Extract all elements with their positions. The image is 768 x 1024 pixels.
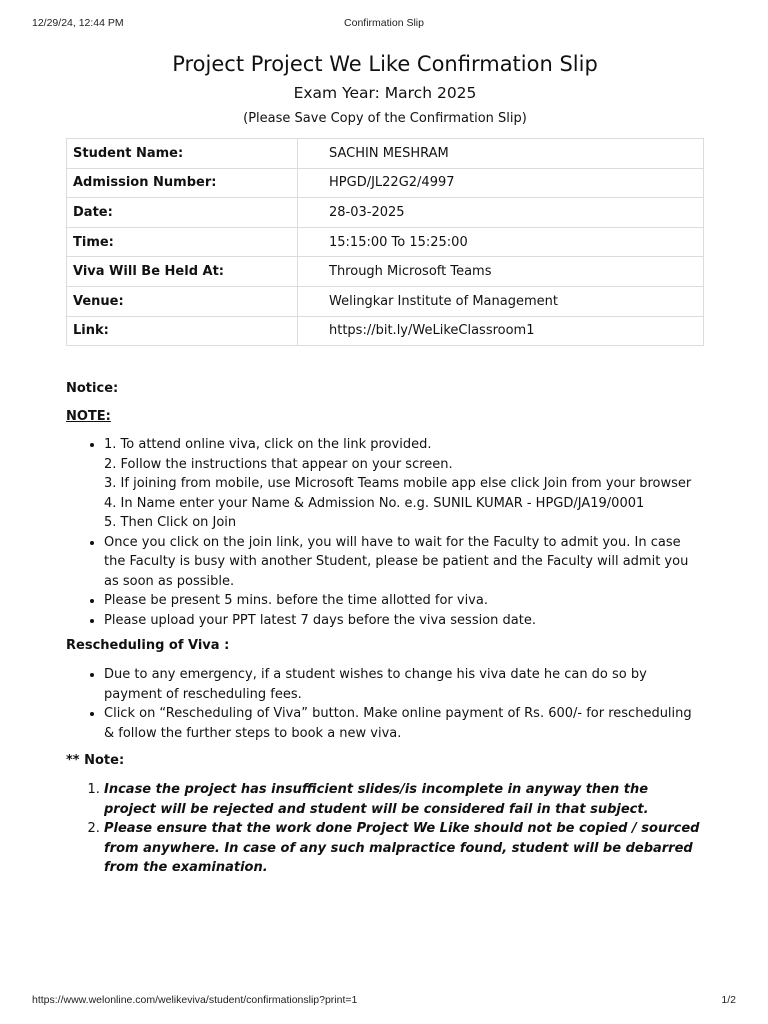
instruction-line: 4. In Name enter your Name & Admission No. e.g. SUNIL KUMAR - HPGD/JA19/0001 — [104, 495, 645, 511]
table-row — [67, 227, 704, 257]
detail-label: Admission Number: — [67, 168, 298, 198]
detail-label: Time: — [67, 227, 298, 257]
save-copy-note: (Please Save Copy of the Confirmation Slip) — [243, 111, 527, 126]
list-item: • Click on “Rescheduling of Viva” button. Make online payment of Rs. 600/- for rescheduling & follow the further steps to book a new viva. — [104, 704, 704, 743]
table-row — [67, 316, 704, 346]
table-row — [67, 198, 704, 228]
details-table — [66, 138, 704, 346]
list-item: • Once you click on the join link, you will have to wait for the Faculty to admit you. In case the Faculty is busy with another Student, please be patient and the Faculty will admit you as soon as possible. — [104, 533, 704, 592]
table-row — [67, 139, 704, 169]
slip-title: Project Project We Like Confirmation Slip — [172, 52, 598, 76]
detail-label: Student Name: — [67, 139, 298, 169]
print-timestamp: 12/29/24, 12:44 PM — [32, 17, 124, 29]
detail-value: 28-03-2025 — [298, 198, 704, 228]
list-item: 1. Incase the project has insufficient slides/is incomplete in anyway then the project will be rejected and student will be considered fail in that subject. — [104, 780, 704, 819]
table-row — [67, 286, 704, 316]
instruction-line: 5. Then Click on Join — [104, 515, 237, 531]
confirmation-slip — [66, 49, 704, 878]
important-note-list — [66, 780, 704, 878]
detail-label: Viva Will Be Held At: — [67, 257, 298, 287]
table-row — [67, 257, 704, 287]
table-row — [67, 168, 704, 198]
list-item: 2. Please ensure that the work done Project We Like should not be copied / sourced from anywhere. In case of any such malpractice found, student will be debarred from the examination. — [104, 819, 704, 878]
detail-value: HPGD/JL22G2/4997 — [298, 168, 704, 198]
detail-value: Through Microsoft Teams — [298, 257, 704, 287]
instruction-line: • 1. To attend online viva, click on the link provided. — [104, 437, 432, 453]
detail-label: Link: — [67, 316, 298, 346]
detail-label: Date: — [67, 198, 298, 228]
note-heading: NOTE: — [66, 409, 111, 425]
detail-label: Venue: — [67, 286, 298, 316]
print-header — [32, 17, 736, 31]
instruction-line: 3. If joining from mobile, use Microsoft Teams mobile app else click Join from your browser — [104, 476, 692, 492]
page-number: 1/2 — [721, 994, 736, 1006]
list-item: • Due to any emergency, if a student wishes to change his viva date he can do so by payment of rescheduling fees. — [104, 665, 704, 704]
page-url: https://www.welonline.com/welikeviva/student/confirmationslip?print=1 — [32, 994, 358, 1006]
detail-value: Welingkar Institute of Management — [298, 286, 704, 316]
rescheduling-list — [66, 665, 704, 743]
instruction-line: 2. Follow the instructions that appear on your screen. — [104, 456, 453, 472]
exam-year: Exam Year: March 2025 — [293, 84, 477, 102]
print-page-title: Confirmation Slip — [344, 17, 424, 29]
list-item: • Please be present 5 mins. before the time allotted for viva. — [104, 591, 704, 611]
notice-heading: Notice: — [66, 381, 119, 397]
print-footer — [32, 994, 736, 1008]
detail-value: SACHIN MESHRAM — [298, 139, 704, 169]
important-note-heading: ** Note: — [66, 753, 125, 769]
list-item — [104, 435, 704, 533]
detail-value: 15:15:00 To 15:25:00 — [298, 227, 704, 257]
link-value[interactable]: https://bit.ly/WeLikeClassroom1 — [298, 316, 704, 346]
notice-list — [66, 435, 704, 630]
list-item: • Please upload your PPT latest 7 days before the viva session date. — [104, 611, 704, 631]
rescheduling-heading: Rescheduling of Viva : — [66, 638, 230, 654]
